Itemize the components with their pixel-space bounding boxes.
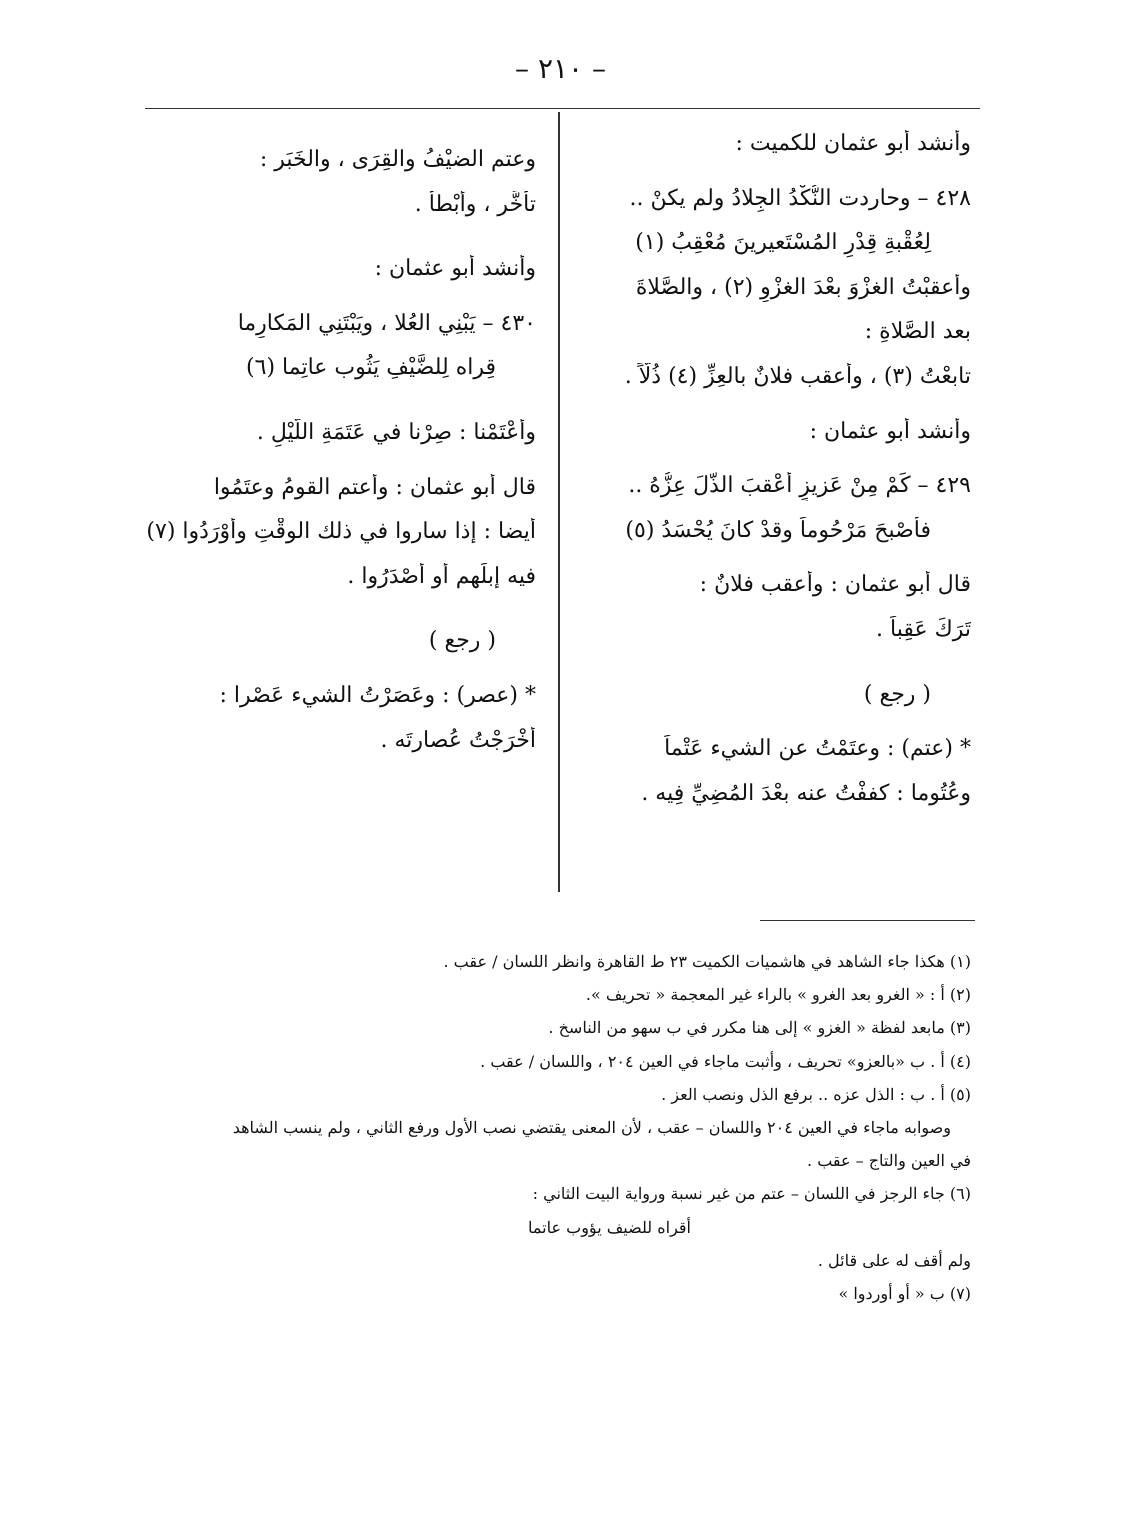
footnote: (٧) ب « أو أوردوا » [838, 1283, 971, 1303]
footnotes [146, 940, 971, 1305]
verse-line: ٤٣٠ – يَبْنِي العُلا ، ويَبْتَنِي المَكارِما [237, 310, 536, 336]
text-line: أيضا : إذا ساروا في ذلك الوقْتِ وأوْرَدُوا (٧) [146, 519, 536, 545]
text-line: تأخَّر ، وأبْطأ . [414, 191, 536, 217]
footnote: (٣) مابعد لفظة « الغزو » إلى هنا مكرر في ب سهو من الناسخ . [548, 1018, 971, 1038]
footnote-continuation: وصوابه ماجاء في العين ٢٠٤ واللسان – عقب ، لأن المعنى يقتضي نصب الأول ورفع الثاني ، ولم ينسب الشاهد [232, 1117, 951, 1137]
verse-line: قِراه لِلضَّيْفِ يَثُوب عاتِما (٦) [246, 355, 496, 381]
text-line: وأعقبْتُ الغزْوَ بعْدَ الغزْوِ (٢) ، والصَّلاةَ [635, 274, 971, 300]
section-label: ( رجع ) [428, 628, 496, 654]
footnote-quote: أقراه للضيف يؤوب عاتما [528, 1217, 691, 1237]
entry-heading-line: * (عتم) : وعتَمْتُ عن الشيء عَتْماً [664, 736, 971, 762]
verse-line: لِعُقْبةِ قِدْرِ المُسْتَعيرينَ مُعْقِبُ (١) [635, 230, 931, 256]
header-rule [145, 108, 980, 109]
text-line: وأنشد أبو عثمان : [374, 256, 536, 282]
text-line: وأنشد أبو عثمان للكميت : [735, 131, 971, 156]
footnote-continuation: ولم أقف له على قائل . [817, 1250, 971, 1270]
left-column [141, 130, 536, 755]
text-line: وأنشد أبو عثمان : [809, 418, 971, 444]
footnote: (٦) جاء الرجز في اللسان – عتم من غير نسبة ورواية البيت الثاني : [532, 1184, 971, 1204]
verse-line: ٤٢٨ – وحاردت النُّكْدُ الجِلادُ ولم يكنْ .. [629, 185, 971, 211]
footnote: (١) هكذا جاء الشاهد في هاشميات الكميت ٢٣ ط القاهرة وانظر اللسان / عقب . [443, 952, 971, 971]
verse-line: فأصْبحَ مَرْحُوماً وقدْ كانَ يُحْسَدُ (٥) [625, 517, 931, 543]
text-line: فيه إبلَهم أو أصْدَرُوا . [347, 563, 536, 589]
section-label: ( رجع ) [863, 681, 931, 707]
footnote: (٤) أ . ب «بالعزو» تحريف ، وأثبت ماجاء في العين ٢٠٤ ، واللسان / عقب . [480, 1051, 971, 1071]
text-line: قال أبو عثمان : وأعتم القومُ وعتَمُوا [213, 474, 536, 500]
text-line: تابعْتُ (٣) ، وأعقب فلانٌ بالعِزِّ (٤) ذُلّاً . [624, 363, 971, 389]
footnote-rule [760, 920, 975, 921]
column-divider [558, 112, 560, 892]
text-line: أخْرَجْتُ عُصارتَه . [380, 727, 536, 753]
text-line: بعد الصَّلاةِ : [864, 319, 971, 345]
footnote: (٢) أ : « الغرو بعد الغرو » بالراء غير المعجمة « تحريف ». [585, 985, 971, 1005]
text-line: تَرَكَ عَقِباً . [876, 616, 971, 642]
text-line: وعُتُوما : كففْتُ عنه بعْدَ المُضِيِّ فِيه . [641, 780, 971, 806]
right-column [576, 130, 971, 808]
footnote-continuation: في العين والتاج – عقب . [807, 1151, 971, 1171]
verse-line: ٤٢٩ – كَمْ مِنْ عَزيزٍ أعْقبَ الذُّلَ عِزُّهُ .. [628, 473, 971, 499]
page-number: – ٢١٠ – [515, 52, 606, 85]
text-line: وأعْتَمْنا : صِرْنا في عَتَمَةِ اللَّيْلِ . [256, 419, 536, 445]
text-line: قال أبو عثمان : وأعقب فلانٌ : [699, 572, 971, 598]
entry-heading-line: * (عصر) : وعَصَرْتُ الشيء عَصْرا : [219, 682, 536, 708]
footnote: (٥) أ . ب : الذل عزه .. برفع الذل ونصب العز . [661, 1084, 971, 1104]
text-line: وعتم الضيْفُ والقِرَى ، والخَبَر : [259, 147, 536, 172]
